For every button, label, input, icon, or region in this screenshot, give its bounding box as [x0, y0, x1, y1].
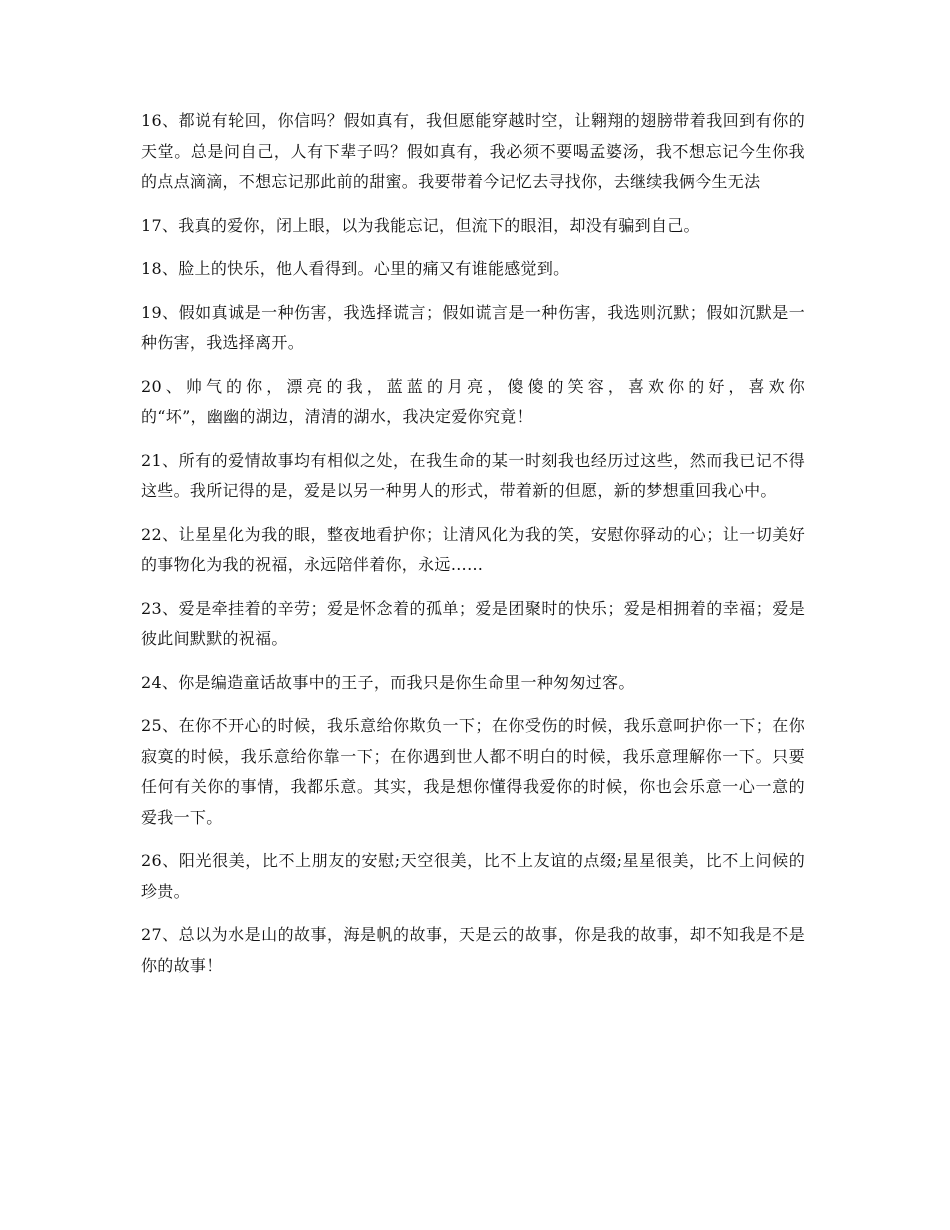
paragraph-22: 22、让星星化为我的眼，整夜地看护你；让清风化为我的笑，安慰你驿动的心；让一切美好的事物化为我的祝福，永远陪伴着你，永远…… — [141, 524, 805, 574]
paragraph-21: 21、所有的爱情故事均有相似之处，在我生命的某一时刻我也经历过这些，然而我已记不得这些。我所记得的是，爱是以另一种男人的形式，带着新的但愿，新的梦想重回我心中。 — [141, 450, 805, 500]
paragraph-20-line-2: 的“坏”，幽幽的湖边，清清的湖水，我决定爱你究竟！ — [141, 407, 533, 426]
paragraph-25: 25、在你不开心的时候，我乐意给你欺负一下；在你受伤的时候，我乐意呵护你一下；在你寂寞的时候，我乐意给你靠一下；在你遇到世人都不明白的时候，我乐意理解你一下。只要任何有关你的事情，我都乐意。其实，我是想你懂得我爱你的时候，你也会乐意一心一意的爱我一下。 — [141, 716, 805, 827]
paragraph-19: 19、假如真诚是一种伤害，我选择谎言；假如谎言是一种伤害，我选则沉默；假如沉默是一种伤害，我选择离开。 — [141, 302, 805, 352]
paragraph-23: 23、爱是牵挂着的辛劳；爱是怀念着的孤单；爱是团聚时的快乐；爱是相拥着的幸福；爱是彼此间默默的祝福。 — [141, 598, 805, 648]
paragraph-27: 27、总以为水是山的故事，海是帆的故事，天是云的故事，你是我的故事，却不知我是不是你的故事！ — [141, 925, 805, 975]
paragraph-20 — [141, 372, 805, 433]
paragraph-24: 24、你是编造童话故事中的王子，而我只是你生命里一种匆匆过客。 — [141, 672, 635, 692]
document-body — [141, 106, 805, 994]
paragraph-18: 18、脸上的快乐，他人看得到。心里的痛又有谁能感觉到。 — [141, 259, 570, 278]
paragraph-16: 16、都说有轮回，你信吗？假如真有，我但愿能穿越时空，让翱翔的翅膀带着我回到有你的天堂。总是问自己，人有下辈子吗？假如真有，我必须不要喝孟婆汤，我不想忘记今生你我的点点滴滴，不想忘记那此前的甜蜜。我要带着今记忆去寻找你，去继续我俩今生无法 — [141, 111, 805, 191]
paragraph-20-line-1: 20、帅气的你，漂亮的我，蓝蓝的月亮，傻傻的笑容，喜欢你的好，喜欢你 — [141, 376, 805, 396]
paragraph-26: 26、阳光很美，比不上朋友的安慰;天空很美，比不上友谊的点缀;星星很美，比不上问候的珍贵。 — [141, 851, 805, 901]
paragraph-17: 17、我真的爱你，闭上眼，以为我能忘记，但流下的眼泪，却没有骗到自己。 — [141, 215, 700, 235]
